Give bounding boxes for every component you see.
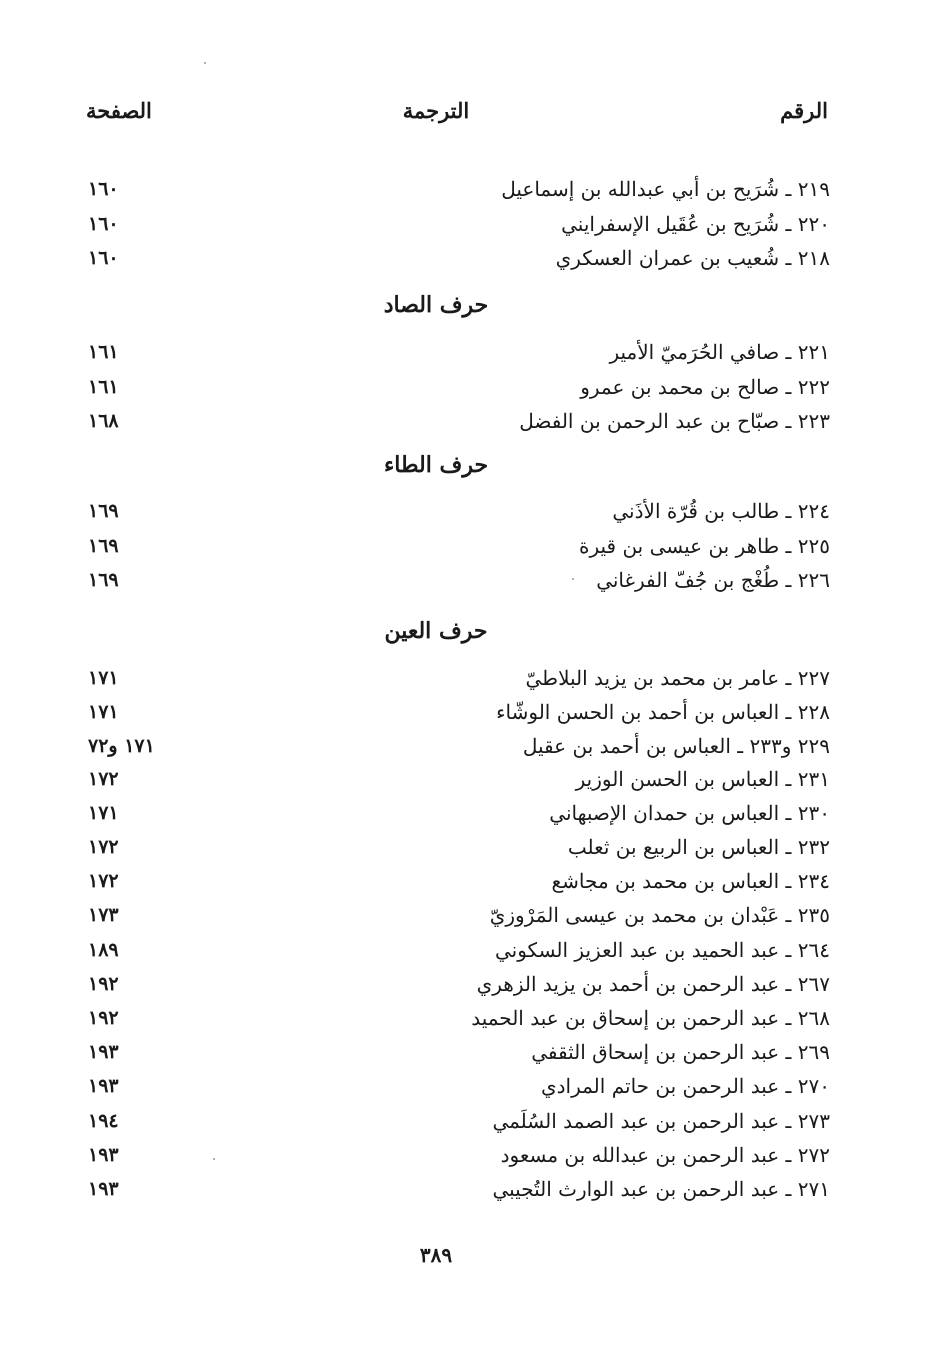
- entry-page: ١٦٠: [88, 247, 119, 269]
- entry-title: ٢٢٣ ـ صبّاح بن عبد الرحمن بن الفضل: [519, 409, 830, 433]
- index-row: [0, 1001, 934, 1035]
- index-row: [0, 241, 934, 275]
- entry-title: ٢٣٤ ـ العباس بن محمد بن مجاشع: [551, 869, 830, 893]
- entry-page: ١٩٤: [88, 1110, 119, 1132]
- entry-title: ٢٢٩ و٢٣٣ ـ العباس بن أحمد بن عقيل: [522, 734, 830, 758]
- scan-speck: [204, 62, 206, 64]
- index-row: [0, 529, 934, 563]
- entry-title: ٢٣١ ـ العباس بن الحسن الوزير: [575, 767, 830, 791]
- index-row: [0, 1069, 934, 1103]
- entry-page: ١٩٢: [88, 1007, 119, 1029]
- entry-title: ٢٢٢ ـ صالح بن محمد بن عمرو: [580, 375, 830, 399]
- index-row: [0, 796, 934, 830]
- section-heading: حرف الطاء: [383, 452, 489, 478]
- entry-title: ٢٧٣ ـ عبد الرحمن بن عبد الصمد السُلَمي: [492, 1109, 830, 1133]
- entry-title: ٢٢٦ ـ طُغْج بن جُفّ الفرغاني: [596, 568, 830, 592]
- entry-title: ٢٢٧ ـ عامر بن محمد بن يزيد البلاطيّ: [525, 666, 830, 690]
- index-row: [0, 1035, 934, 1069]
- entry-title: ٢٢٤ ـ طالب بن قُرّة الأذَني: [612, 499, 830, 523]
- index-row: [0, 830, 934, 864]
- index-row: [0, 729, 934, 763]
- scan-speck: [572, 578, 574, 580]
- entry-page: ١٦٩: [88, 535, 119, 557]
- entry-page: ١٦١: [88, 376, 119, 398]
- entry-page: ١٨٩: [88, 939, 119, 961]
- index-row: [0, 898, 934, 932]
- index-row: [0, 1172, 934, 1206]
- entry-page: ١٩٣: [88, 1041, 119, 1063]
- entry-title: ٢٦٨ ـ عبد الرحمن بن إسحاق بن عبد الحميد: [471, 1006, 830, 1030]
- entry-page: ١٩٣: [88, 1178, 119, 1200]
- entry-title: ٢٧٠ ـ عبد الرحمن بن حاتم المرادي: [540, 1074, 830, 1098]
- entry-title: ٢٣٠ ـ العباس بن حمدان الإصبهاني: [549, 801, 830, 825]
- entry-page: ١٦٩: [88, 569, 119, 591]
- index-row: [0, 404, 934, 438]
- index-row: [0, 1104, 934, 1138]
- index-row: [0, 563, 934, 597]
- index-row: [0, 494, 934, 528]
- entry-page: ١٩٣: [88, 1075, 119, 1097]
- entry-page: ١٦٨: [88, 410, 119, 432]
- entry-page: ١٧٢: [88, 768, 119, 790]
- entry-page: ١٧١ و٧٢: [88, 735, 155, 757]
- entry-title: ٢٦٤ ـ عبد الحميد بن عبد العزيز السكوني: [494, 938, 830, 962]
- entry-page: ١٦٠: [88, 178, 119, 200]
- index-row: [0, 172, 934, 206]
- entry-page: ١٧١: [88, 667, 119, 689]
- entry-title: ٢٢١ ـ صافي الحُرَميّ الأمير: [609, 340, 830, 364]
- entry-title: ٢١٨ ـ شُعيب بن عمران العسكري: [555, 246, 830, 270]
- entry-page: ١٧٢: [88, 870, 119, 892]
- entry-page: ١٩٢: [88, 973, 119, 995]
- entry-page: ١٧١: [88, 802, 119, 824]
- column-header-title: الترجمة: [402, 98, 470, 123]
- column-header-page: الصفحة: [86, 98, 152, 123]
- index-row: [0, 207, 934, 241]
- index-row: [0, 1138, 934, 1172]
- index-row: [0, 967, 934, 1001]
- index-row: [0, 335, 934, 369]
- index-row: [0, 370, 934, 404]
- entry-page: ١٦٩: [88, 500, 119, 522]
- index-row: [0, 864, 934, 898]
- entry-title: ٢٣٢ ـ العباس بن الربيع بن ثعلب: [567, 835, 830, 859]
- entry-title: ٢٧١ ـ عبد الرحمن بن عبد الوارث التُجيبي: [492, 1177, 830, 1201]
- column-header-number: الرقم: [780, 98, 828, 123]
- entry-title: ٢٢٠ ـ شُرَيح بن عُقَيل الإسفرايني: [561, 212, 830, 236]
- entry-page: ١٦٠: [88, 213, 119, 235]
- page-number: ٣٨٩: [419, 1243, 453, 1267]
- entry-title: ٢١٩ ـ شُرَيح بن أبي عبدالله بن إسماعيل: [501, 177, 830, 201]
- entry-page: ١٧٢: [88, 836, 119, 858]
- entry-title: ٢٦٧ ـ عبد الرحمن بن أحمد بن يزيد الزهري: [476, 972, 830, 996]
- entry-title: ٢٢٨ ـ العباس بن أحمد بن الحسن الوشّاء: [496, 700, 830, 724]
- entry-page: ١٧١: [88, 701, 119, 723]
- entry-page: ١٧٣: [88, 904, 119, 926]
- entry-title: ٢٣٥ ـ عَبْدان بن محمد بن عيسى المَرْوزيّ: [489, 903, 830, 927]
- scan-speck: [213, 1158, 215, 1160]
- entry-title: ٢٢٥ ـ طاهر بن عيسى بن قيرة: [578, 534, 830, 558]
- section-heading: حرف العين: [384, 618, 488, 644]
- index-row: [0, 933, 934, 967]
- section-heading: حرف الصاد: [383, 292, 489, 318]
- index-row: [0, 695, 934, 729]
- index-row: [0, 661, 934, 695]
- entry-title: ٢٦٩ ـ عبد الرحمن بن إسحاق الثقفي: [531, 1040, 830, 1064]
- entry-page: ١٦١: [88, 341, 119, 363]
- index-row: [0, 762, 934, 796]
- entry-page: ١٩٣: [88, 1144, 119, 1166]
- entry-title: ٢٧٢ ـ عبد الرحمن بن عبدالله بن مسعود: [500, 1143, 830, 1167]
